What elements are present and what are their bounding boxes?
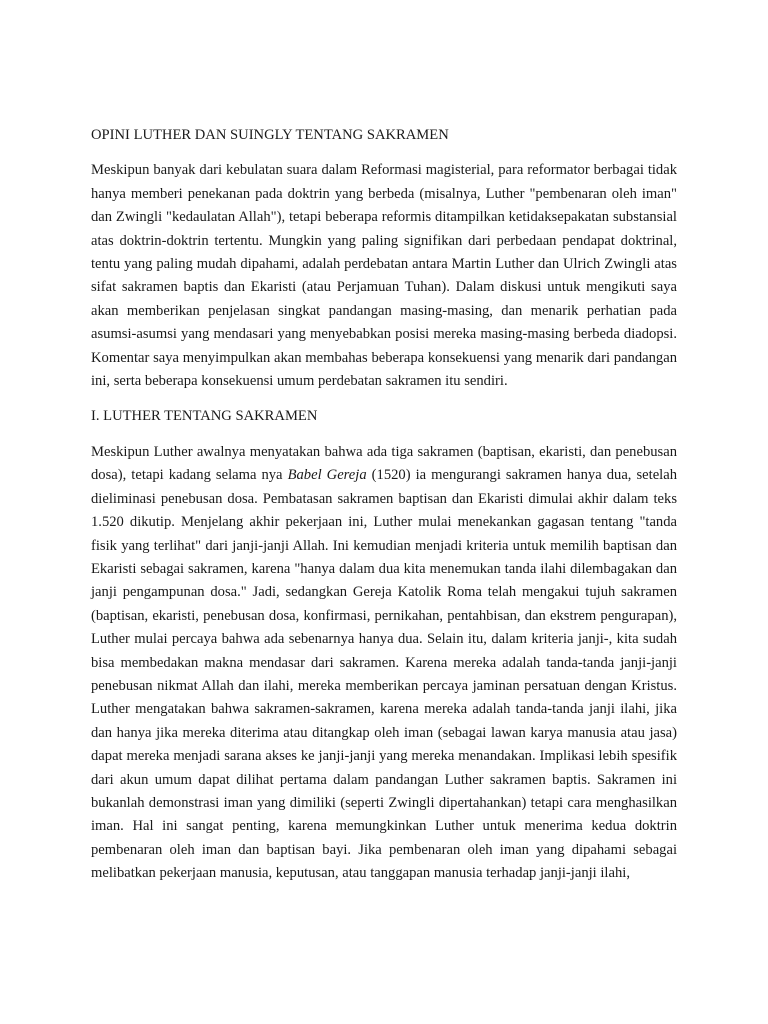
book-title-italic: Babel Gereja [287,467,367,484]
document-title: OPINI LUTHER DAN SUINGLY TENTANG SAKRAMEN [91,127,449,143]
luther-paragraph-text-start: Meskipun Luther awalnya menyatakan bahwa ada tiga sakramen (baptisan, ekaristi, dan penebusan dosa), tetapi kadang selama nya [91,443,677,484]
document-body [91,124,677,886]
luther-paragraph [91,441,677,886]
luther-paragraph-text-rest: (1520) ia mengurangi sakramen hanya dua, setelah dieliminasi penebusan dosa. Pembatasan sakramen baptisan dan Ekaristi dimulai akhir dalam teks 1.520 dikutip. Menjelang akhir pekerjaan ini, Luther mulai menekankan gagasan tentang "tanda fisik yang terlihat" dari janji-janji Allah. Ini kemudian menjadi kriteria untuk memilih baptisan dan Ekaristi sebagai sakramen, karena "hanya dalam dua kita menemukan tanda ilahi dilembagakan dan janji pengampunan dosa." Jadi, sedangkan Gereja Katolik Roma telah mengakui tujuh sakramen (baptisan, ekaristi, penebusan dosa, konfirmasi, pernikahan, pentahbisan, dan ekstrem pengurapan), Luther mulai percaya bahwa ada sebenarnya hanya dua. Selain itu, dalam kriteria janji-, kita sudah bisa membedakan makna mendasar dari sakramen. Karena mereka adalah tanda-tanda janji-janji penebusan nikmat Allah dan ilahi, mereka memberikan percaya jaminan persatuan dengan Kristus. Luther mengatakan bahwa sakramen-sakramen, karena mereka adalah tanda-tanda janji ilahi, jika dan hanya jika mereka diterima atau ditangkap oleh iman (sebagai lawan karya manusia atau jasa) dapat mereka menjadi sarana akses ke janji-janji yang mereka menandakan. Implikasi lebih spesifik dari akun umum dapat dilihat pertama dalam pandangan Luther sakramen baptis. Sakramen ini bukanlah demonstrasi iman yang dimiliki (seperti Zwingli dipertahankan) tetapi cara menghasilkan iman. Hal ini sangat penting, karena memungkinkan Luther untuk menerima kedua doktrin pembenaran oleh iman dan baptisan bayi. Jika pembenaran oleh iman yang dipahami sebagai melibatkan pekerjaan manusia, keputusan, atau tanggapan manusia terhadap janji-janji ilahi, [91,467,678,882]
intro-paragraph: Meskipun banyak dari kebulatan suara dalam Reformasi magisterial, para reformator berbagai tidak hanya memberi penekanan pada doktrin yang berbeda (misalnya, Luther "pembenaran oleh iman" dan Zwingli "kedaulatan Allah"), tetapi beberapa reformis ditampilkan ketidaksepakatan substansial atas doktrin-doktrin tertentu. Mungkin yang paling signifikan dari perbedaan pendapat doktrinal, tentu yang paling mudah dipahami, adalah perdebatan antara Martin Luther dan Ulrich Zwingli atas sifat sakramen baptis dan Ekaristi (atau Perjamuan Tuhan). Dalam diskusi untuk mengikuti saya akan memberikan penjelasan singkat pandangan masing-masing, dan menarik perhatian pada asumsi-asumsi yang mendasari yang menyebabkan posisi mereka masing-masing berbeda diadopsi. Komentar saya menyimpulkan akan membahas beberapa konsekuensi yang menarik dari pandangan ini, serta beberapa konsekuensi umum perdebatan sakramen itu sendiri. [91,162,677,390]
section-heading-luther: I. LUTHER TENTANG SAKRAMEN [91,408,318,425]
